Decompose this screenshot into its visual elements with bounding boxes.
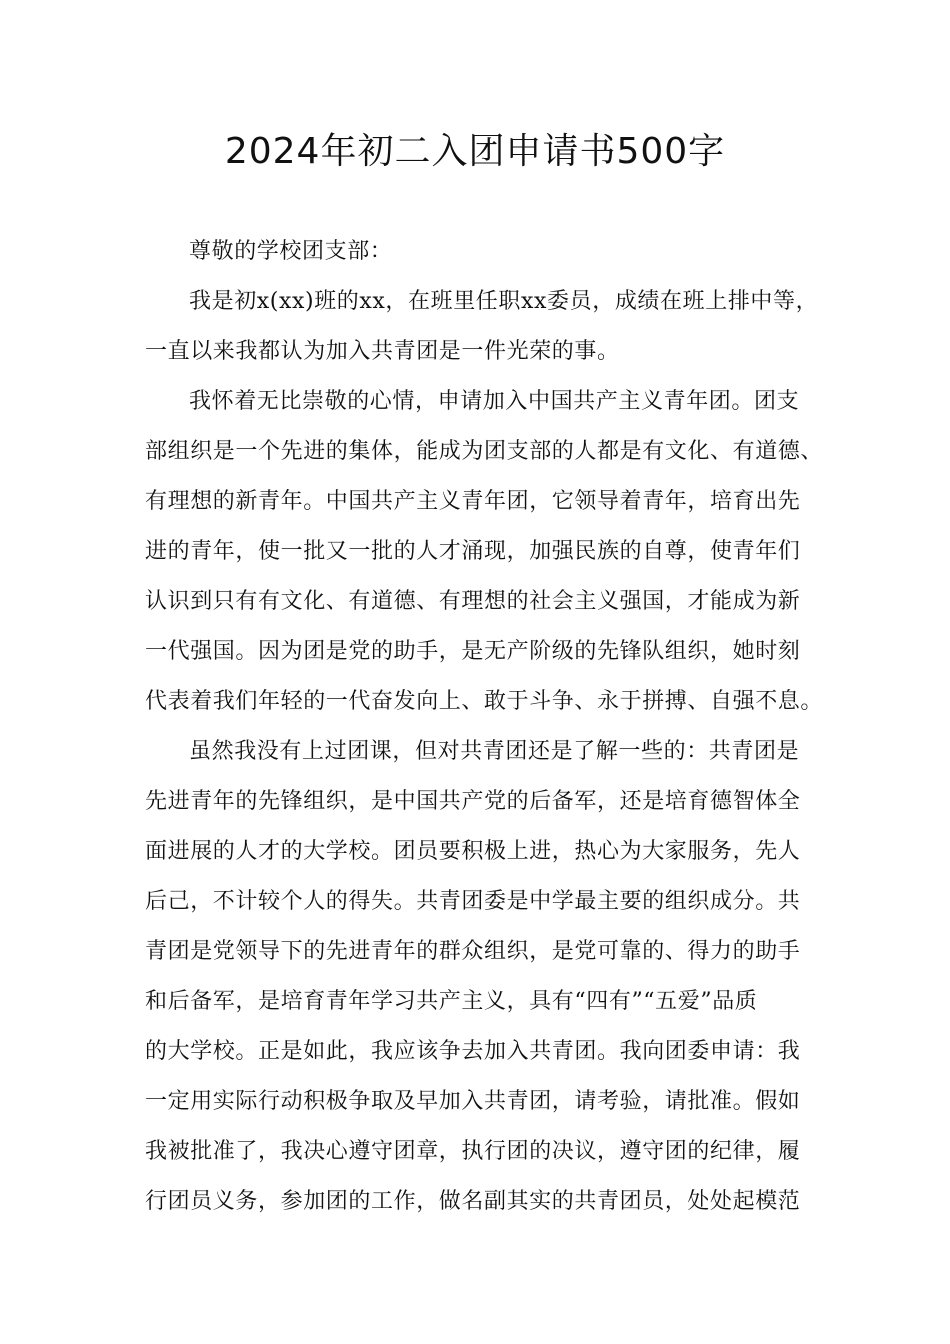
paragraph-line: 一代强国。因为团是党的助手，是无产阶级的先锋队组织，她时刻 (145, 639, 801, 664)
paragraph-1 (145, 282, 825, 382)
paragraph-line: 虽然我没有上过团课，但对共青团还是了解一些的：共青团是 (189, 739, 800, 764)
paragraph-line: 面进展的人才的大学校。团员要积极上进，热心为大家服务，先人 (145, 839, 801, 864)
greeting: 尊敬的学校团支部： (189, 239, 393, 264)
document-body (145, 232, 825, 1232)
paragraph-line: 一定用实际行动积极争取及早加入共青团，请考验，请批准。假如 (145, 1089, 801, 1114)
paragraph-line: 认识到只有有文化、有道德、有理想的社会主义强国，才能成为新 (145, 589, 801, 614)
paragraph-2 (145, 382, 825, 732)
paragraph-line: 和后备军，是培育青年学习共产主义，具有“四有”“五爱”品质 (145, 989, 758, 1014)
paragraph-line: 行团员义务，参加团的工作，做名副其实的共青团员，处处起模范 (145, 1189, 801, 1214)
paragraph-line: 部组织是一个先进的集体，能成为团支部的人都是有文化、有道德、 (145, 439, 824, 464)
paragraph-line: 青团是党领导下的先进青年的群众组织，是党可靠的、得力的助手 (145, 939, 801, 964)
paragraph-line: 后己，不计较个人的得失。共青团委是中学最主要的组织成分。共 (145, 889, 801, 914)
paragraph-line: 进的青年，使一批又一批的人才涌现，加强民族的自尊，使青年们 (145, 539, 801, 564)
paragraph-line: 的大学校。正是如此，我应该争去加入共青团。我向团委申请：我 (145, 1039, 801, 1064)
document-title: 2024年初二入团申请书500字 (224, 131, 726, 172)
paragraph-line: 我被批准了，我决心遵守团章，执行团的决议，遵守团的纪律，履 (145, 1139, 801, 1164)
paragraph-line: 一直以来我都认为加入共青团是一件光荣的事。 (145, 339, 620, 364)
paragraph-line: 代表着我们年轻的一代奋发向上、敢于斗争、永于拼搏、自强不息。 (145, 689, 824, 714)
paragraph-line: 先进青年的先锋组织，是中国共产党的后备军，还是培育德智体全 (145, 789, 801, 814)
paragraph-3 (145, 732, 825, 1232)
paragraph-line: 我是初x(xx)班的xx，在班里任职xx委员，成绩在班上排中等， (189, 289, 819, 314)
paragraph-line: 我怀着无比崇敬的心情，申请加入中国共产主义青年团。团支 (189, 389, 800, 414)
paragraph-line: 有理想的新青年。中国共产主义青年团，它领导着青年，培育出先 (145, 489, 801, 514)
